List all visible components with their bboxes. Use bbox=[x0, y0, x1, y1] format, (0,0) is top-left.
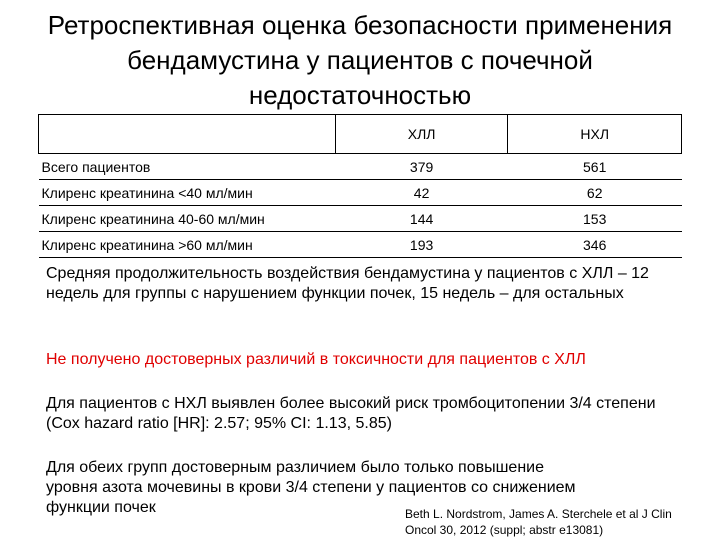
urea-line-3: функции почек bbox=[46, 499, 156, 516]
urea-line-1: Для обеих групп достоверным различием было только повышение bbox=[46, 459, 544, 476]
row-label: Клиренс креатинина 40-60 мл/мин bbox=[41, 210, 265, 227]
cll-value: 144 bbox=[409, 210, 434, 227]
title-line-2: бендамустина у пациентов с почечной bbox=[127, 45, 593, 75]
row-label: Всего пациентов bbox=[41, 158, 151, 175]
urea-line-2: уровня азота мочевины в крови 3/4 степени у пациентов со снижением bbox=[46, 479, 576, 496]
patients-table bbox=[38, 114, 682, 258]
title-line-3: недостаточностью bbox=[248, 80, 472, 110]
title-line-1: Ретроспективная оценка безопасности применения bbox=[47, 10, 673, 40]
header-cll: ХЛЛ bbox=[335, 115, 508, 154]
nhl-risk-paragraph: Для пациентов с НХЛ выявлен более высокий риск тромбоцитопении 3/4 степени (Cox hazard ratio [HR]: 2.57; 95% CI: 1.13, 5.85) bbox=[46, 395, 656, 432]
table-row bbox=[39, 206, 682, 232]
row-label: Клиренс креатинина >60 мл/мин bbox=[41, 236, 253, 253]
nhl-value: 62 bbox=[586, 184, 603, 201]
citation bbox=[405, 506, 672, 538]
table-row bbox=[39, 154, 682, 180]
nhl-value: 346 bbox=[583, 236, 607, 253]
toxicity-paragraph: Не получено достоверных различий в токсичности для пациентов с ХЛЛ bbox=[46, 351, 586, 368]
cll-value: 379 bbox=[409, 158, 434, 175]
table-header-row bbox=[39, 115, 682, 154]
duration-paragraph: Средняя продолжительность воздействия бендамустина у пациентов с ХЛЛ – 12 недель для группы с нарушением функции почек, 15 недель – для остальных bbox=[46, 265, 649, 302]
header-nhl: НХЛ bbox=[508, 115, 682, 154]
citation-line-2: Oncol 30, 2012 (suppl; abstr e13081) bbox=[405, 523, 604, 537]
nhl-value: 561 bbox=[583, 158, 607, 175]
slide-title bbox=[0, 8, 720, 113]
citation-line-1: Beth L. Nordstrom, James A. Sterchele et al J Clin bbox=[405, 507, 672, 521]
nhl-value: 153 bbox=[583, 210, 607, 227]
cll-value: 193 bbox=[409, 236, 434, 253]
cll-value: 42 bbox=[413, 184, 430, 201]
table-row bbox=[39, 180, 682, 206]
table-row bbox=[39, 232, 682, 258]
row-label: Клиренс креатинина <40 мл/мин bbox=[41, 184, 253, 201]
header-empty-cell bbox=[39, 115, 336, 154]
